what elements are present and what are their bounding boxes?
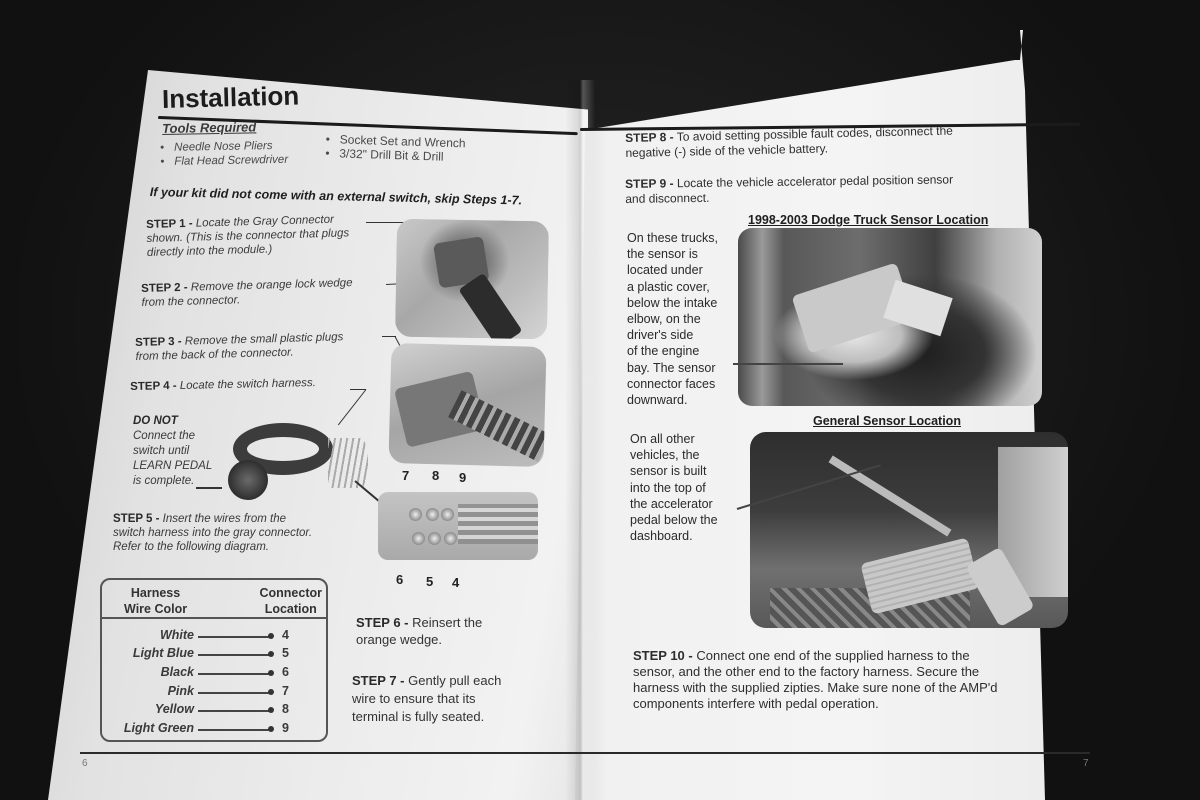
table-row: Yellow 8: [154, 702, 289, 716]
connector-pin-diagram: [378, 492, 538, 560]
table-row: Light Blue 5: [132, 646, 289, 660]
footer-rule-left: [80, 752, 580, 754]
step-3: STEP 3 - Remove the small plastic plugs from the back of the connector.: [135, 331, 344, 363]
tools-list-col1: [160, 139, 288, 169]
dodge-engine-bay-photo: [738, 228, 1042, 406]
step-9: STEP 9 - Locate the vehicle accelerator pedal position sensor and disconnect.: [625, 172, 954, 206]
pin-label-6: 6: [396, 572, 404, 587]
step-7: STEP 7 - Gently pull each wire to ensure that its terminal is fully seated.: [352, 673, 502, 724]
dodge-sensor-description: On these trucks, the sensor is located under a plastic cover, below the intake elbow, on the driver's side of the engine bay. The sensor connector faces downward.: [627, 231, 719, 408]
tool-item: • Flat Head Screwdriver: [160, 153, 288, 169]
dodge-sensor-caption: 1998-2003 Dodge Truck Sensor Location: [748, 213, 989, 227]
footer-rule-right: [580, 752, 1090, 754]
step-4: STEP 4 - Locate the switch harness.: [130, 377, 317, 393]
tool-item: • 3/32" Drill Bit & Drill: [325, 146, 465, 164]
pin-label-8: 8: [432, 468, 440, 483]
table-row: Light Green 9: [123, 721, 289, 735]
dodge-sensor-leader-line: [733, 363, 843, 365]
pin-label-5: 5: [426, 574, 434, 589]
tools-list-col2: [325, 132, 466, 164]
step-8: STEP 8 - To avoid setting possible fault codes, disconnect the negative (-) side of the vehicle battery.: [625, 123, 953, 160]
page-number-left: 6: [82, 758, 88, 769]
tool-item: • Needle Nose Pliers: [160, 139, 288, 155]
gray-connector-photo: [395, 219, 549, 340]
accelerator-pedal-photo: [750, 432, 1068, 628]
step-1-leader-line: [366, 222, 406, 223]
general-sensor-caption: General Sensor Location: [813, 414, 961, 428]
skip-note: If your kit did not come with an external switch, skip Steps 1-7.: [149, 185, 523, 208]
table-header: Harness Wire Color Connector Location: [102, 583, 326, 619]
warning-arrow: [196, 487, 222, 489]
step-5: STEP 5 - Insert the wires from the switch harness into the gray connector. Refer to the following diagram.: [113, 513, 313, 553]
booklet-spine: [565, 80, 595, 800]
step-10: STEP 10 - Connect one end of the supplied harness to the sensor, and the other end to the factory harness. Secure the harness with the supplied zipties. Make sure none of the AMP'd components interfere with pedal operation.: [633, 648, 998, 711]
step-1: STEP 1 - Locate the Gray Connector shown. (This is the connector that plugs directly into the module.): [146, 213, 350, 259]
page-title: Installation: [161, 80, 300, 114]
do-not-connect-warning: DO NOT Connect the switch until LEARN PEDAL is complete.: [133, 415, 213, 487]
pin-label-4: 4: [452, 575, 460, 590]
connector-back-photo: [388, 343, 546, 467]
tools-heading: Tools Required: [162, 119, 257, 136]
table-row: Black 6: [160, 665, 289, 679]
page-number-right: 7: [1083, 758, 1089, 769]
table-row: White 4: [159, 628, 289, 642]
switch-harness-photo: [218, 418, 368, 508]
harness-wire-table: [100, 578, 328, 742]
general-sensor-description: On all other vehicles, the sensor is built into the top of the accelerator pedal below the dashboard.: [630, 432, 718, 544]
step-6: STEP 6 - Reinsert the orange wedge.: [356, 615, 483, 647]
tool-item: • Socket Set and Wrench: [326, 132, 466, 150]
table-row: Pink 7: [167, 684, 289, 698]
pin-label-9: 9: [459, 470, 467, 485]
step-2: STEP 2 - Remove the orange lock wedge from the connector.: [141, 277, 353, 309]
pin-label-7: 7: [402, 468, 410, 483]
